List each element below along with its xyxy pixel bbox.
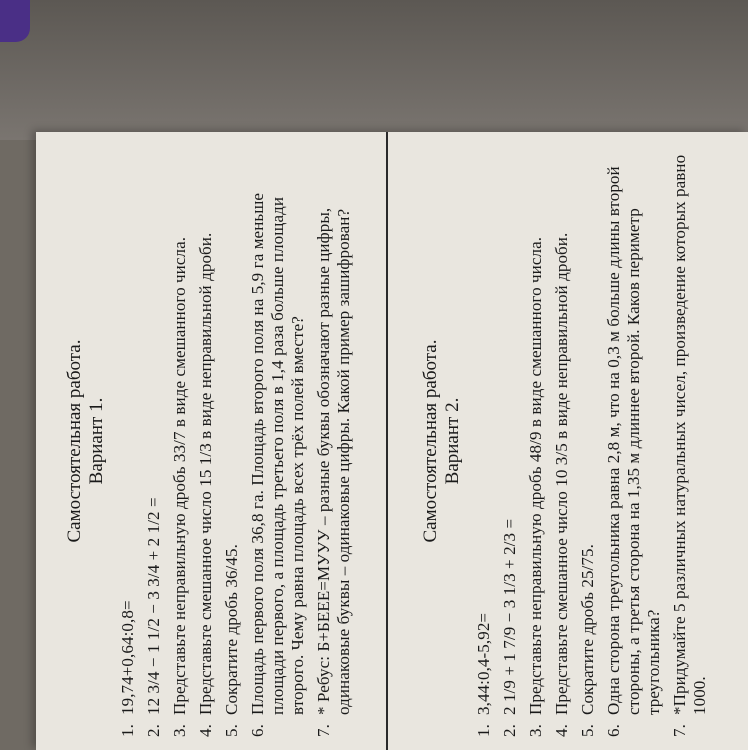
task-item: 1. 3,44:0,4-5,92= bbox=[474, 612, 493, 737]
desk-background bbox=[0, 0, 748, 140]
variant-2-subtitle: Вариант 2. bbox=[442, 397, 463, 485]
variant-2-title: Самостоятельная работа. bbox=[420, 339, 441, 543]
task-item: 3. Представьте неправильную дробь 33/7 в виде смешанного числа. bbox=[170, 236, 189, 737]
task-item: 6. Одна сторона треугольника равна 2,8 м, что на 0,3 м больше длины второй стороны, а третья сторона на 1,35 м длиннее второй. Каков периметр треугольника? bbox=[604, 166, 663, 737]
purple-object bbox=[0, 0, 30, 42]
variant-1 bbox=[42, 141, 382, 741]
task-item: 4. Представьте смешанное число 10 3/5 в виде неправильной дроби. bbox=[552, 232, 571, 737]
task-item: 4. Представьте смешанное число 15 1/3 в виде неправильной дроби. bbox=[196, 232, 215, 737]
task-item: 2. 12 3/4 − 1 1/2 − 3 3/4 + 2 1/2 = bbox=[144, 497, 163, 737]
task-item: 1. 19,74+0,64:0,8= bbox=[118, 600, 137, 737]
task-item: 5. Сократите дробь 36/45. bbox=[222, 544, 241, 737]
task-item: 2. 2 1/9 + 1 7/9 − 3 1/3 + 2/3 = bbox=[500, 518, 519, 737]
variant-2-tasks bbox=[474, 141, 710, 741]
variant-1-title: Самостоятельная работа. bbox=[64, 339, 85, 543]
task-item: 7. *Придумайте 5 различных натуральных чисел, произведение которых равно 1000. bbox=[670, 154, 709, 737]
variant-2 bbox=[398, 141, 742, 741]
task-item: 7. * Ребус: Б+БЕЕЕ=МУУУ – разные буквы обозначают разные цифры, одинаковые буквы – одинаковые цифры. Какой пример зашифрован? bbox=[314, 207, 353, 737]
variant-1-subtitle: Вариант 1. bbox=[86, 397, 107, 485]
worksheet-content bbox=[42, 141, 742, 741]
task-item: 5. Сократите дробь 25/75. bbox=[578, 544, 597, 737]
task-item: 3. Представьте неправильную дробь 48/9 в виде смешанного числа. bbox=[526, 236, 545, 737]
task-item: 6. Площадь первого поля 36,8 га. Площадь второго поля на 5,9 га меньше площади первого, а площадь третьего поля в 1,4 раза больше площади второго. Чему равна площадь всех трёх полей вместе? bbox=[248, 192, 307, 737]
variant-1-tasks bbox=[118, 141, 354, 741]
worksheet-paper bbox=[36, 132, 748, 750]
